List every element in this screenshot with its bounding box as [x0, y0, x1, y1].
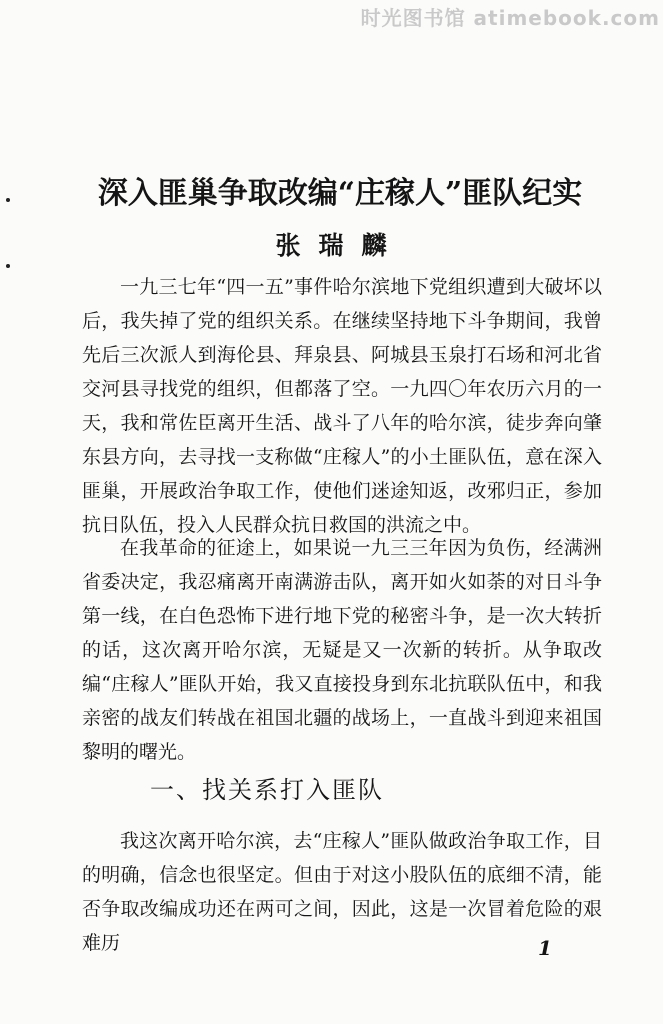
article-title: 深入匪巢争取改编“庄稼人”匪队纪实 [97, 176, 583, 211]
author-name: 张瑞麟 [275, 231, 405, 260]
section-heading: 一、找关系打入匪队 [150, 776, 384, 804]
body-paragraph-3: 我这次离开哈尔滨，去“庄稼人”匪队做政治争取工作，目的明确，信念也很坚定。但由于对这小股队伍的底细不清，能否争取改编成功还在两可之间，因此，这是一次冒着危险的艰难历 [82, 830, 602, 954]
watermark-text: 时光图书馆 atimebook.com [360, 6, 660, 30]
page-number: 1 [538, 936, 552, 960]
scan-speck [6, 264, 10, 268]
scan-speck [6, 198, 10, 202]
body-paragraph-1: 一九三七年“四一五”事件哈尔滨地下党组织遭到大破坏以后，我失掉了党的组织关系。在继续坚持地下斗争期间，我曾先后三次派人到海伦县、拜泉县、阿城县玉泉打石场和河北省交河县寻找党的组织，但都落了空。一九四〇年农历六月的一天，我和常佐臣离开生活、战斗了八年的哈尔滨，徒步奔向肇东县方向，去寻找一支称做“庄稼人”的小土匪队伍，意在深入匪巢，开展政治争取工作，使他们迷途知返，改邪归正，参加抗日队伍，投入人民群众抗日救国的洪流之中。 [82, 276, 602, 536]
body-paragraph-2: 在我革命的征途上，如果说一九三三年因为负伤，经满洲省委决定，我忍痛离开南满游击队，离开如火如荼的对日斗争第一线，在白色恐怖下进行地下党的秘密斗争，是一次大转折的话，这次离开哈尔滨，无疑是又一次新的转折。从争取改编“庄稼人”匪队开始，我又直接投身到东北抗联队伍中，和我亲密的战友们转战在祖国北疆的战场上，一直战斗到迎来祖国黎明的曙光。 [82, 537, 602, 763]
